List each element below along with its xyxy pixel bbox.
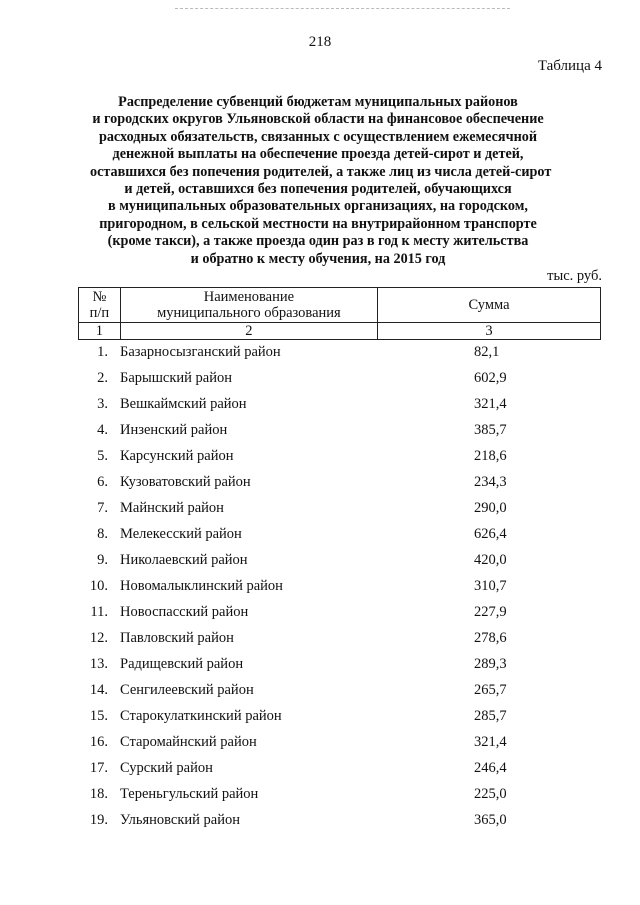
row-name: Новоспасский район xyxy=(120,604,249,620)
table-row xyxy=(78,499,601,525)
row-number: 10. xyxy=(89,578,108,594)
title-line: и детей, оставшихся без попечения родителей, обучающихся xyxy=(124,181,512,198)
row-sum: 278,6 xyxy=(474,630,507,646)
row-number: 18. xyxy=(89,786,108,802)
row-number: 4. xyxy=(97,422,108,438)
title-line: и городских округов Ульяновской области на финансовое обеспечение xyxy=(92,111,544,128)
row-sum: 285,7 xyxy=(474,708,507,724)
table-label: Таблица 4 xyxy=(537,58,602,74)
row-name: Николаевский район xyxy=(120,552,248,568)
header-name-line1: Наименование xyxy=(203,289,295,305)
header-number-line1: № xyxy=(92,289,107,305)
table-row xyxy=(78,525,601,551)
row-name: Сурский район xyxy=(120,760,213,776)
title-line: оставшихся без попечения родителей, а также лиц из числа детей-сирот xyxy=(90,163,552,180)
header-number xyxy=(79,288,121,323)
row-sum: 420,0 xyxy=(474,552,507,568)
row-number: 17. xyxy=(89,760,108,776)
row-name: Тереньгульский район xyxy=(120,786,259,802)
row-number: 9. xyxy=(97,552,108,568)
column-number-1: 1 xyxy=(79,323,121,340)
row-sum: 246,4 xyxy=(474,760,507,776)
title-line: Распределение субвенций бюджетам муниципальных районов xyxy=(118,94,518,110)
header-name-line2: муниципального образования xyxy=(157,305,341,321)
title-line: денежной выплаты на обеспечение проезда детей-сирот и детей, xyxy=(112,146,524,163)
table-row xyxy=(78,473,601,499)
row-number: 14. xyxy=(89,682,108,698)
row-name: Базарносызганский район xyxy=(120,344,281,360)
header-name xyxy=(120,288,377,323)
table-row xyxy=(78,707,601,733)
row-number: 7. xyxy=(97,500,108,516)
row-sum: 602,9 xyxy=(474,370,507,386)
row-sum: 290,0 xyxy=(474,500,507,516)
row-number: 6. xyxy=(97,474,108,490)
row-name: Мелекесский район xyxy=(120,526,242,542)
row-name: Майнский район xyxy=(120,500,224,516)
scan-artifact xyxy=(175,8,510,11)
row-number: 5. xyxy=(97,448,108,464)
table-row xyxy=(78,629,601,655)
row-name: Барышский район xyxy=(120,370,232,386)
header-number-line2: п/п xyxy=(89,305,110,321)
row-sum: 626,4 xyxy=(474,526,507,542)
row-name: Кузоватовский район xyxy=(120,474,251,490)
row-sum: 218,6 xyxy=(474,448,507,464)
subvention-table xyxy=(78,287,601,340)
table-row xyxy=(78,811,601,837)
row-name: Инзенский район xyxy=(120,422,228,438)
row-name: Старокулаткинский район xyxy=(120,708,282,724)
title-line: (кроме такси), а также проезда один раз в год к месту жительства xyxy=(107,233,529,250)
table-row xyxy=(78,395,601,421)
row-number: 19. xyxy=(89,812,108,828)
units-label: тыс. руб. xyxy=(547,268,602,284)
row-sum: 82,1 xyxy=(474,344,500,360)
row-number: 13. xyxy=(89,656,108,672)
row-name: Сенгилеевский район xyxy=(120,682,254,698)
table-row xyxy=(78,733,601,759)
row-sum: 227,9 xyxy=(474,604,507,620)
document-title xyxy=(90,94,552,268)
row-number: 2. xyxy=(97,370,108,386)
row-number: 16. xyxy=(89,734,108,750)
row-name: Новомалыклинский район xyxy=(120,578,283,594)
row-sum: 365,0 xyxy=(474,812,507,828)
column-number-2: 2 xyxy=(120,323,377,340)
table-row xyxy=(78,421,601,447)
row-number: 12. xyxy=(89,630,108,646)
table-row xyxy=(78,759,601,785)
table-row xyxy=(78,577,601,603)
title-line: и обратно к месту обучения, на 2015 год xyxy=(190,250,446,267)
table-row xyxy=(78,655,601,681)
row-sum: 234,3 xyxy=(474,474,507,490)
table-row xyxy=(78,369,601,395)
row-name: Павловский район xyxy=(120,630,234,646)
row-sum: 289,3 xyxy=(474,656,507,672)
row-sum: 265,7 xyxy=(474,682,507,698)
row-name: Карсунский район xyxy=(120,448,234,464)
row-number: 11. xyxy=(90,604,108,620)
table-row xyxy=(78,785,601,811)
header-sum: Сумма xyxy=(377,288,600,323)
row-number: 15. xyxy=(89,708,108,724)
table-row xyxy=(78,681,601,707)
table-body xyxy=(78,343,601,837)
page-number: 218 xyxy=(308,34,332,50)
table-row xyxy=(78,343,601,369)
table-row xyxy=(78,551,601,577)
title-line: пригородном, в сельской местности на внутрирайонном транспорте xyxy=(99,215,537,232)
column-number-3: 3 xyxy=(377,323,600,340)
title-line: в муниципальных образовательных организациях, на городском, xyxy=(108,198,528,215)
row-number: 1. xyxy=(97,344,108,360)
row-sum: 225,0 xyxy=(474,786,507,802)
table-row xyxy=(78,447,601,473)
row-sum: 310,7 xyxy=(474,578,507,594)
row-name: Старомайнский район xyxy=(120,734,257,750)
row-number: 3. xyxy=(97,396,108,412)
table-row xyxy=(78,603,601,629)
row-name: Ульяновский район xyxy=(120,812,241,828)
row-sum: 385,7 xyxy=(474,422,507,438)
row-name: Вешкаймский район xyxy=(120,396,247,412)
title-line: расходных обязательств, связанных с осуществлением ежемесячной xyxy=(98,128,538,145)
row-number: 8. xyxy=(97,526,108,542)
row-name: Радищевский район xyxy=(120,656,244,672)
row-sum: 321,4 xyxy=(474,734,507,750)
row-sum: 321,4 xyxy=(474,396,507,412)
